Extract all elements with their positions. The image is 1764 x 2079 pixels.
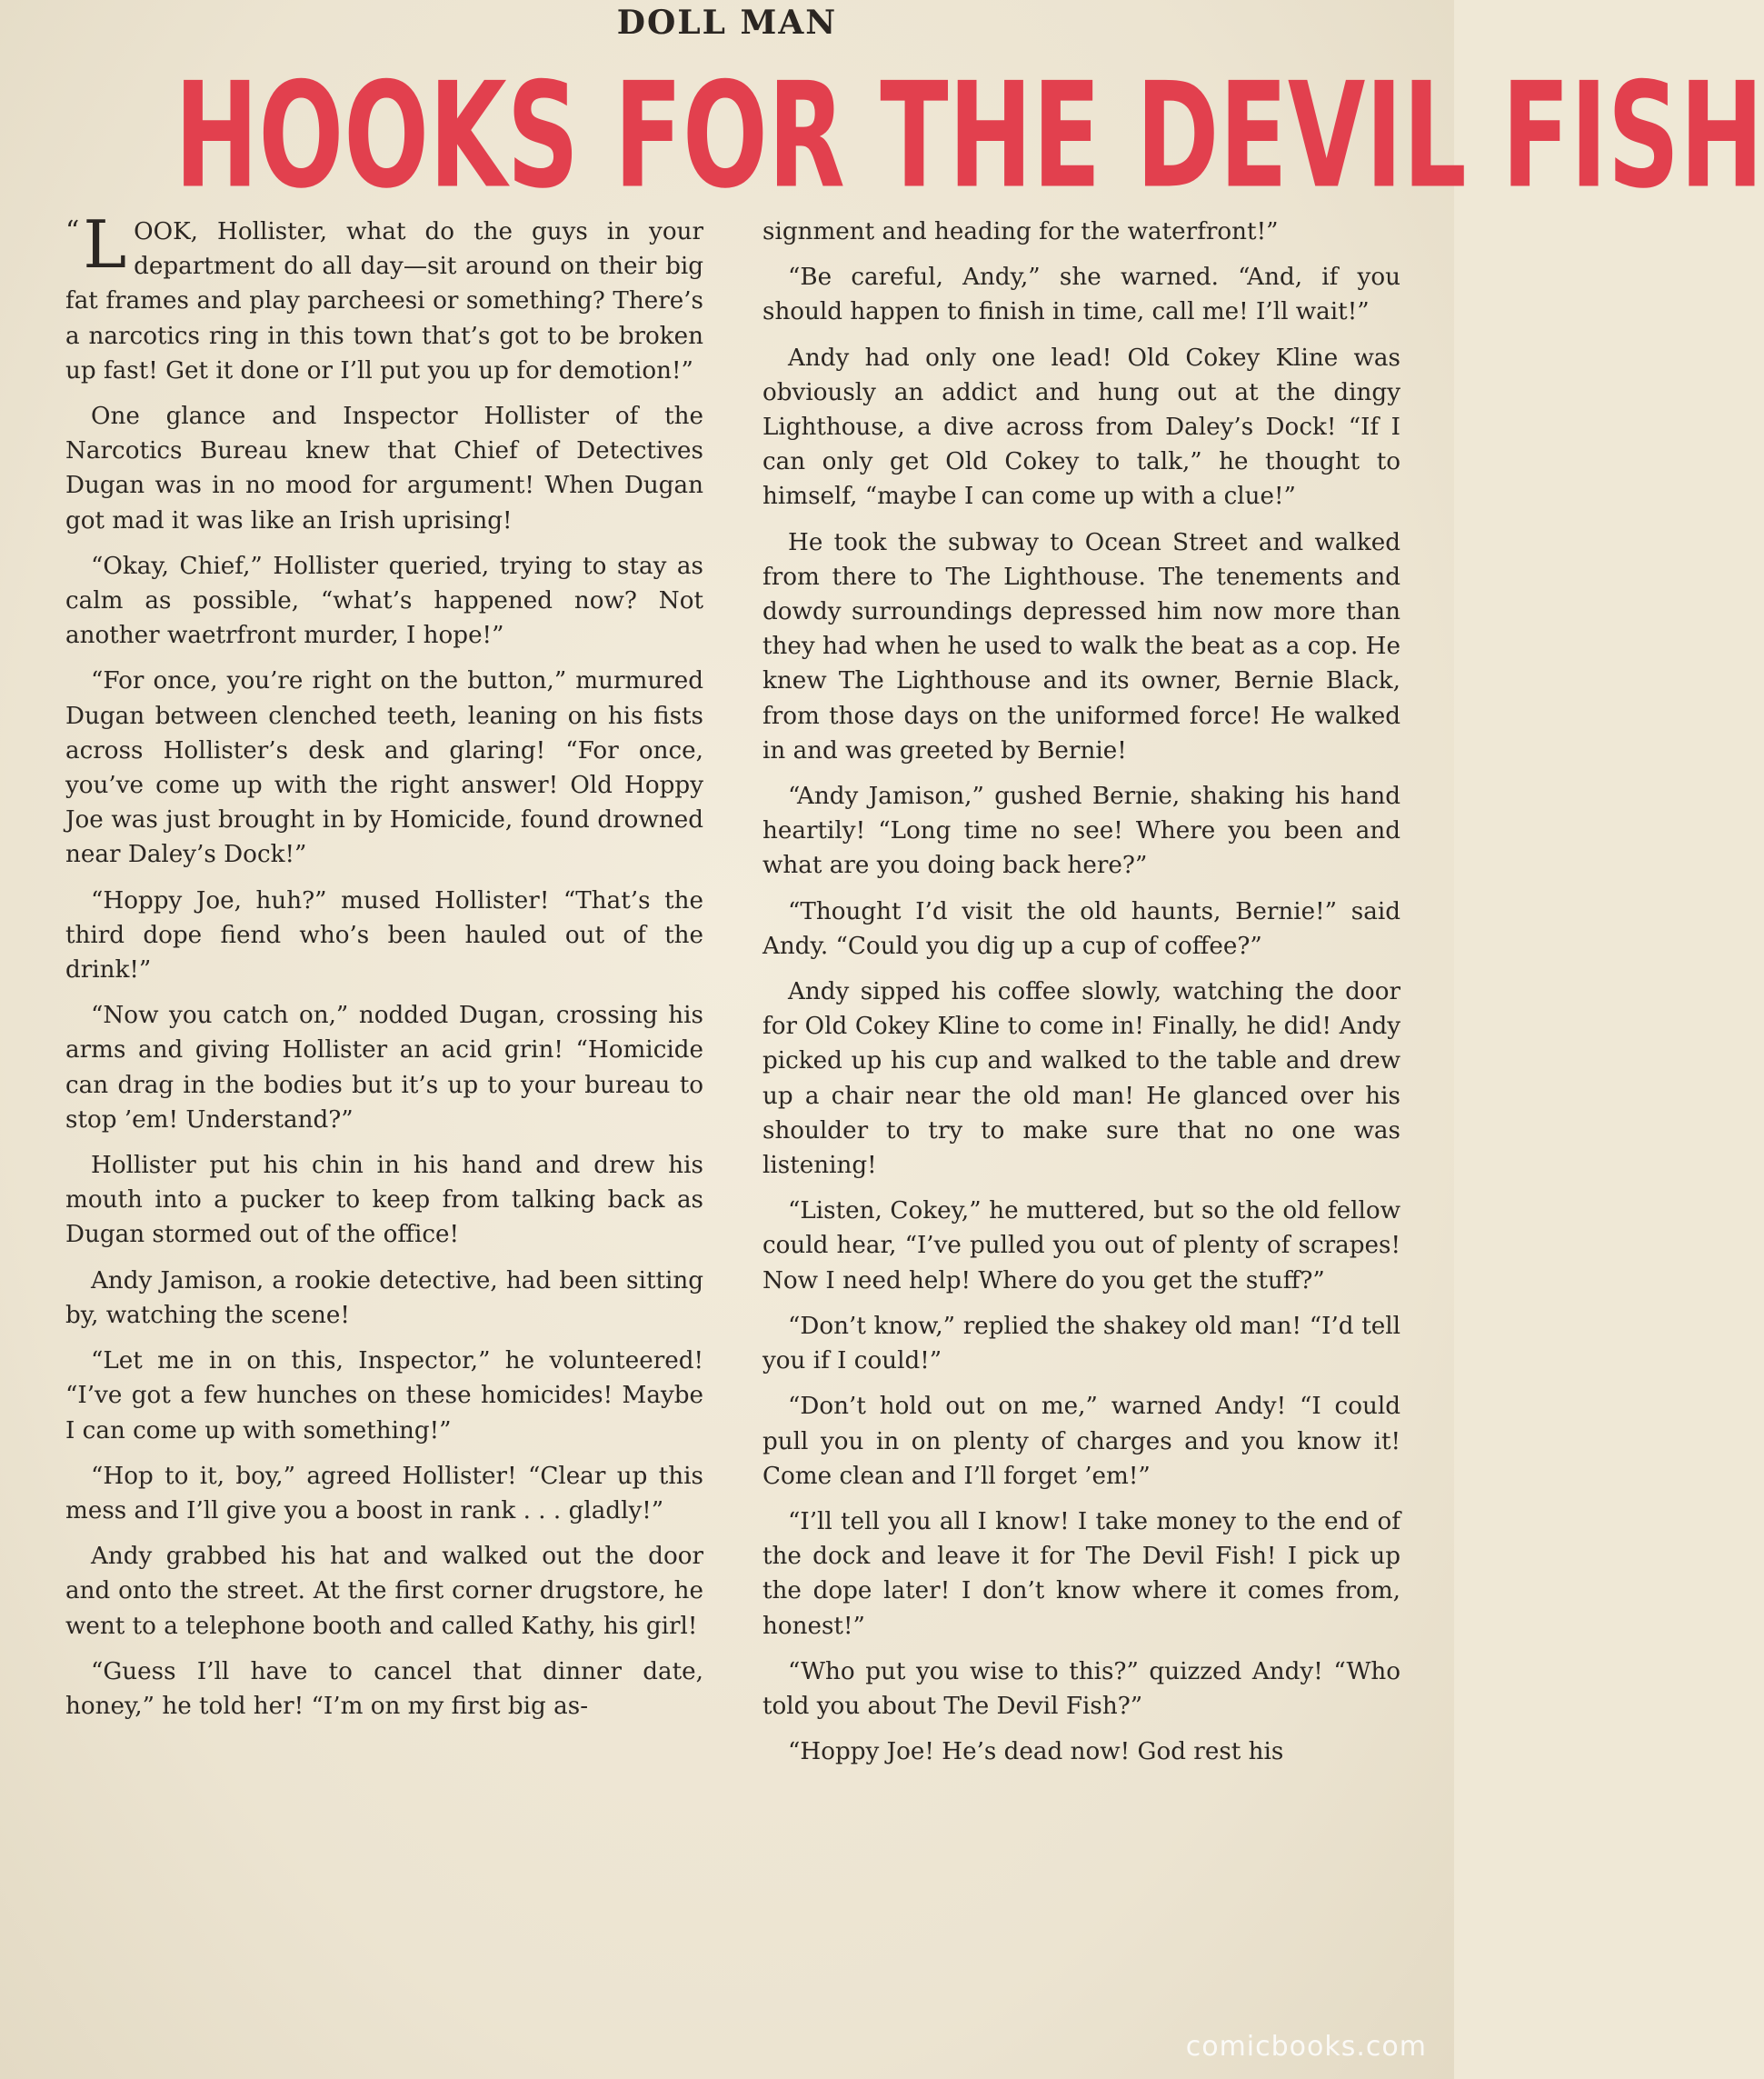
paragraph: “For once, you’re right on the button,” murmured Dugan between clenched teeth, leaning on his fists across Hollister’s desk and glaring! “For once, you’ve come up with the right answer! Old Hoppy Joe was just brought in by Homicide, found drowned near Daley’s Dock!”: [65, 667, 703, 869]
paragraph: Andy Jamison, a rookie detective, had been sitting by, watching the scene!: [65, 1266, 703, 1329]
paragraph: Andy grabbed his hat and walked out the door and onto the street. At the first corner drugstore, he went to a telephone booth and called Kathy, his girl!: [65, 1543, 703, 1640]
paragraph: “Andy Jamison,” gushed Bernie, shaking his hand heartily! “Long time no see! Where you been and what are you doing back here?”: [762, 783, 1400, 880]
paragraph: He took the subway to Ocean Street and walked from there to The Lighthouse. The tenements and dowdy surroundings depressed him now more than they had when he used to walk the beat as a cop. He knew The Lighthouse and its owner, Bernie Black, from those days on the uniformed force! He walked in and was greeted by Bernie!: [762, 528, 1400, 765]
opening-paragraph: [65, 206, 703, 388]
paragraph: “Hoppy Joe, huh?” mused Hollister! “That’s the third dope fiend who’s been hauled out of the drink!”: [65, 886, 703, 985]
opening-paragraph-text: OOK, Hollister, what do the guys in your department do all day—sit around on their big fat frames and play parcheesi or something? There’s a narcotics ring in this town that’s got to be broken up fast! Get it done or I’ll put you up for demotion!”: [65, 218, 703, 385]
continued-paragraph: signment and heading for the waterfront!”: [762, 218, 1279, 245]
left-column: [65, 206, 703, 1734]
paragraph: One glance and Inspector Hollister of the Narcotics Bureau knew that Chief of Detectives Dugan was in no mood for argument! When Dugan got mad it was like an Irish uprising!: [65, 403, 703, 535]
paragraph: “Hoppy Joe! He’s dead now! God rest his: [788, 1738, 1284, 1766]
site-watermark: comicbooks.com: [1185, 2031, 1427, 2063]
paragraph: “I’ll tell you all I know! I take money to the end of the dock and leave it for The Devil Fish! I pick up the dope later! I don’t know where it comes from, honest!”: [762, 1507, 1400, 1640]
paragraph: “Don’t hold out on me,” warned Andy! “I could pull you in on plenty of charges and you know it! Come clean and I’ll forget ’em!”: [762, 1393, 1400, 1490]
page-header: DOLL MAN: [616, 4, 838, 42]
paragraph: “Who put you wise to this?” quizzed Andy! “Who told you about The Devil Fish?”: [762, 1657, 1400, 1720]
paragraph: Andy had only one lead! Old Cokey Kline was obviously an addict and hung out at the dingy Lighthouse, a dive across from Daley’s Dock! “If I can only get Old Cokey to talk,” he thought to himself, “maybe I can come up with a clue!”: [762, 344, 1400, 511]
paragraph: “Listen, Cokey,” he muttered, but so the old fellow could hear, “I’ve pulled you out of plenty of scrapes! Now I need help! Where do you get the stuff?”: [762, 1197, 1400, 1294]
paragraph: “Don’t know,” replied the shakey old man! “I’d tell you if I could!”: [762, 1312, 1400, 1375]
story-title: HOOKS FOR THE DEVIL FISH: [174, 51, 1764, 221]
paragraph: “Guess I’ll have to cancel that dinner date, honey,” he told her! “I’m on my first big as-: [65, 1657, 703, 1720]
paragraph: “Thought I’d visit the old haunts, Bernie!” said Andy. “Could you dig up a cup of coffee?”: [762, 897, 1400, 960]
right-column: [762, 215, 1400, 1780]
paragraph: Andy sipped his coffee slowly, watching the door for Old Cokey Kline to come in! Finally, he did! Andy picked up his cup and walked to the table and drew up a chair near the old man! He glanced over his shoulder to try to make sure that no one was listening!: [762, 978, 1400, 1180]
opening-quote: “: [65, 215, 80, 247]
paragraph: Hollister put his chin in his hand and drew his mouth into a pucker to keep from talking back as Dugan stormed out of the office!: [65, 1152, 703, 1249]
paragraph: “Hop to it, boy,” agreed Hollister! “Clear up this mess and I’ll give you a boost in rank . . . gladly!”: [65, 1462, 703, 1524]
paragraph: “Be careful, Andy,” she warned. “And, if you should happen to finish in time, call me! I’ll wait!”: [762, 264, 1400, 326]
paragraph: “Okay, Chief,” Hollister queried, trying to stay as calm as possible, “what’s happened now? Not another waetrfront murder, I hope!”: [65, 552, 703, 650]
paragraph: “Now you catch on,” nodded Dugan, crossing his arms and giving Hollister an acid grin! “Homicide can drag in the bodies but it’s up to your bureau to stop ’em! Understand?”: [65, 1002, 703, 1134]
drop-cap: L: [83, 206, 127, 283]
paragraph: “Let me in on this, Inspector,” he volunteered! “I’ve got a few hunches on these homicides! Maybe I can come up with something!”: [65, 1347, 703, 1444]
